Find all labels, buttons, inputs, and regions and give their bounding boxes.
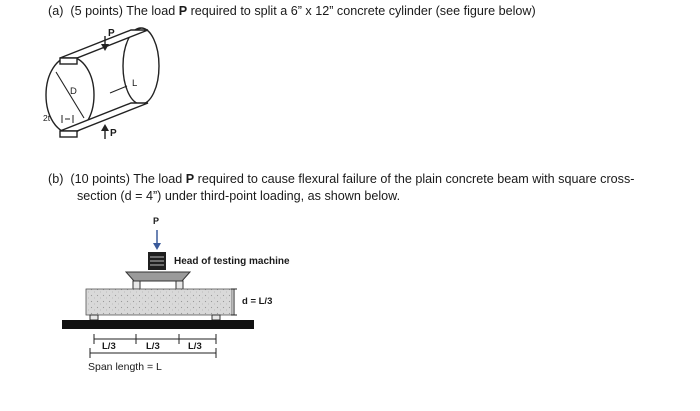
question-b-text-1: The load [133,172,186,186]
top-load-label: P [108,28,115,39]
concrete-beam [86,289,232,315]
right-loading-roller [176,281,183,289]
question-b-text-3: section (d = 4”) under third-point loading, as shown below. [77,189,401,203]
question-b-load-symbol: P [185,172,195,186]
bottom-load-label: P [110,128,117,139]
left-loading-roller [133,281,140,289]
length-label: L [132,78,138,89]
right-support [212,315,220,320]
spreader-beam [126,272,190,281]
beam-load-label: P [153,216,160,226]
machine-head-label: Head of testing machine [174,256,290,267]
question-a-points: (5 points) [70,4,123,18]
question-a-text-1: The load [126,4,179,18]
base-plate [62,320,254,329]
span-length-label: Span length = L [88,361,162,373]
strip-width-label: 2t [43,113,51,123]
span-middle-label: L/3 [146,341,160,352]
question-b-text-2: required to cause flexural failure of the plain concrete beam with square cross- [194,172,635,186]
left-support [90,315,98,320]
question-a-load-symbol: P [178,4,188,18]
question-a-label: (a) [48,4,64,18]
beam-load-arrowhead [153,243,161,250]
depth-label: d = L/3 [242,296,273,307]
question-a-text-2: required to split a 6” x 12” concrete cylinder (see figure below) [187,4,536,18]
question-b-label: (b) [48,172,64,186]
span-left-label: L/3 [102,341,116,352]
question-b-points: (10 points) [70,172,130,186]
span-right-label: L/3 [188,341,202,352]
diameter-label: D [70,86,77,97]
